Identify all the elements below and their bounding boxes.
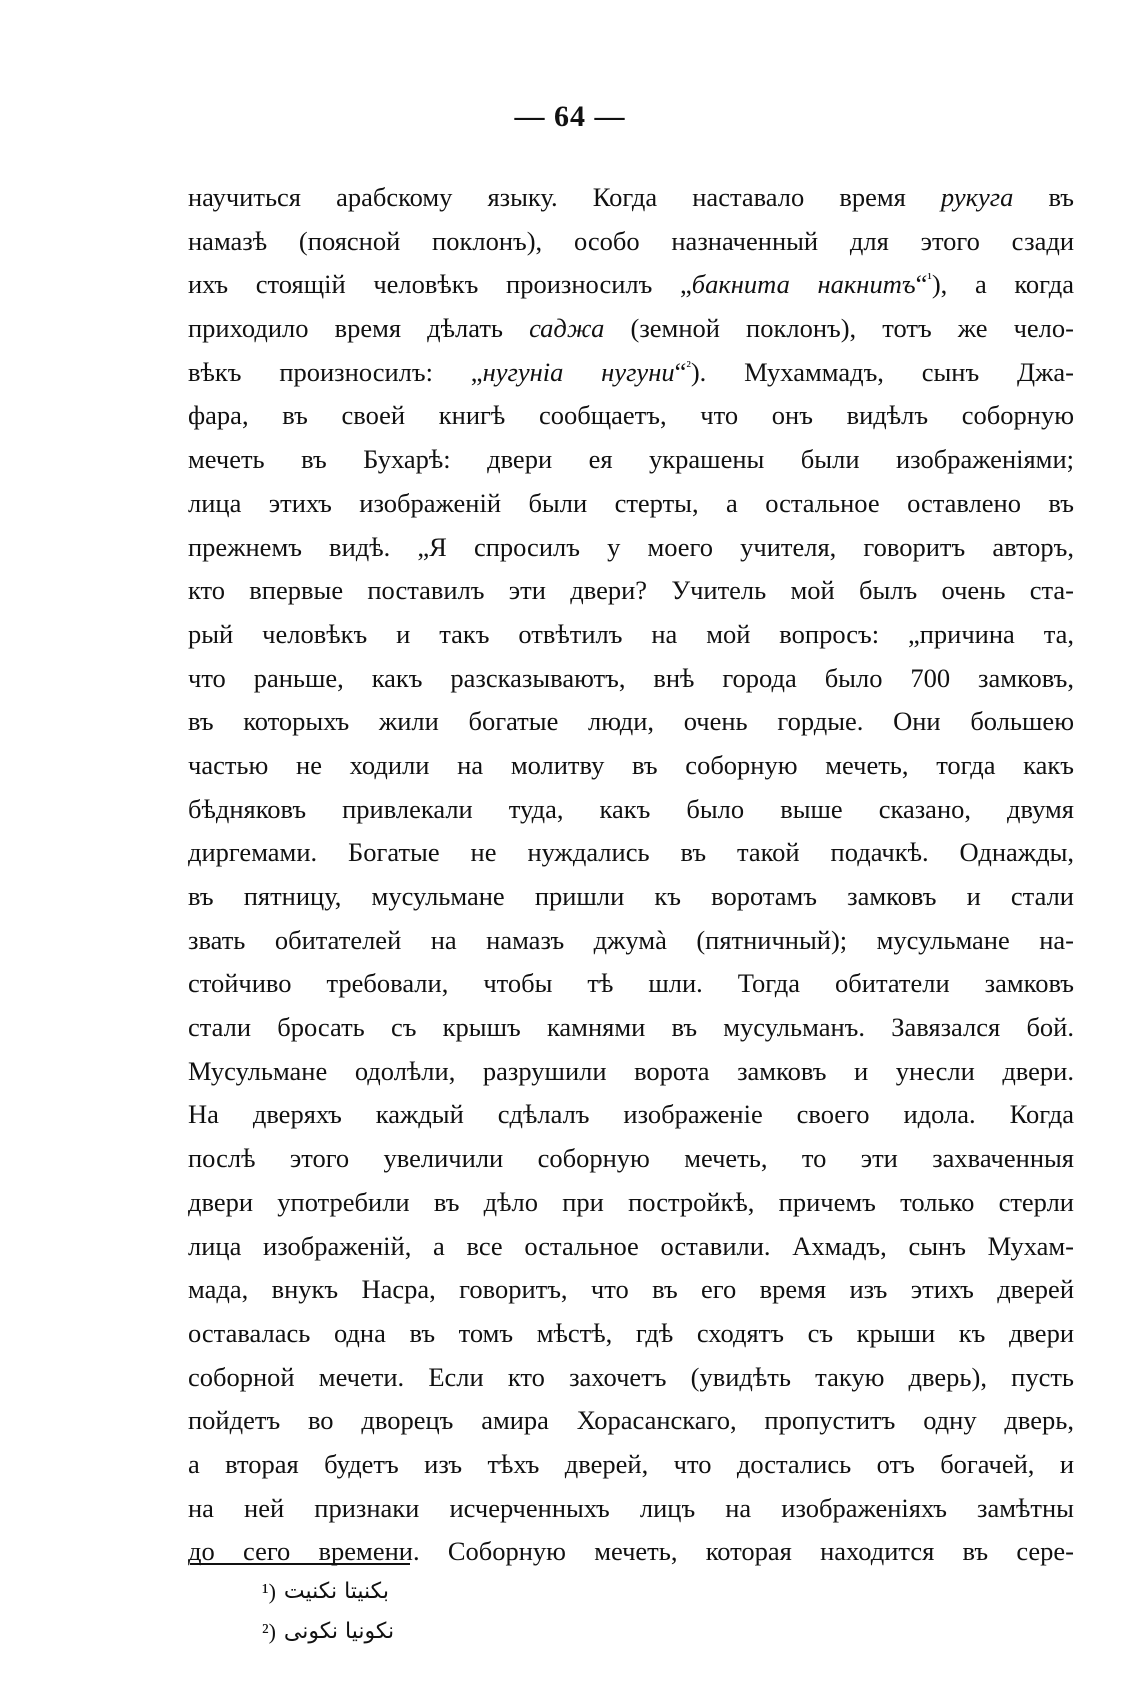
text-segment: стали бросать съ крышъ камнями въ мусульманъ. Завязался бой. [188, 1012, 1074, 1043]
text-line [188, 1443, 1074, 1487]
text-line [188, 438, 1074, 482]
text-segment: намазѣ (поясной поклонъ), особо назначенный для этого сзади [188, 225, 1074, 256]
text-segment: стойчиво требовали, чтобы тѣ шли. Тогда обитатели замковъ [188, 968, 1074, 999]
text-segment: (земной поклонъ), тотъ же чело- [604, 313, 1074, 344]
text-segment: приходило время дѣлать [188, 313, 530, 344]
text-segment: “ [915, 269, 928, 300]
text-line [188, 263, 1074, 307]
text-line [188, 307, 1074, 351]
text-line [188, 1312, 1074, 1356]
text-line [188, 1399, 1074, 1443]
text-segment: на ней признаки исчерченныхъ лицъ на изображеніяхъ замѣтны [188, 1492, 1074, 1523]
text-line [188, 613, 1074, 657]
text-line [188, 875, 1074, 919]
text-segment: ихъ стоящій человѣкъ произносилъ „ [188, 269, 692, 300]
text-line [188, 1050, 1074, 1094]
text-segment: диргемами. Богатые не нуждались въ такой подачкѣ. Однажды, [188, 837, 1074, 868]
text-segment: частью не ходили на молитву въ соборную мечеть, тогда какъ [188, 749, 1074, 780]
text-line [188, 1181, 1074, 1225]
italic-term: нугуніа нугуни [482, 356, 675, 387]
text-line [188, 700, 1074, 744]
footnote-ref[interactable]: ² [686, 358, 691, 375]
text-line [188, 351, 1074, 395]
italic-term: рукуга [940, 182, 1014, 212]
text-segment: а вторая будетъ изъ тѣхъ дверей, что достались отъ богачей, и [188, 1448, 1074, 1479]
footnote-arabic-text: بكنيتا نكنيت [283, 1579, 389, 1604]
body-text [188, 176, 1074, 1574]
text-line [188, 1356, 1074, 1400]
text-segment: мечеть въ Бухарѣ: двери ея украшены были изображеніями; [188, 444, 1074, 475]
text-line [188, 482, 1074, 526]
text-segment: оставалась одна въ томъ мѣстѣ, гдѣ сходятъ съ крыши къ двери [188, 1317, 1074, 1348]
text-line [188, 1137, 1074, 1181]
text-segment: научиться арабскому языку. Когда наставало время [188, 182, 941, 212]
text-segment: кто впервые поставилъ эти двери? Учитель мой былъ очень ста- [188, 575, 1074, 606]
text-segment: лица этихъ изображеній были стерты, а остальное оставлено въ [188, 487, 1074, 518]
text-segment: до сего времени. Соборную мечеть, которая находится въ сере- [188, 1536, 1074, 1567]
footnote-mark: ²) [262, 1619, 276, 1644]
text-segment: На дверяхъ каждый сдѣлалъ изображеніе своего идола. Когда [188, 1099, 1074, 1130]
text-line [188, 220, 1074, 264]
text-segment: прежнемъ видѣ. „Я спросилъ у моего учителя, говоритъ авторъ, [188, 531, 1074, 562]
text-segment: въ которыхъ жили богатые люди, очень гордые. Они большею [188, 706, 1074, 737]
text-segment: мада, внукъ Насра, говоритъ, что въ его время изъ этихъ дверей [188, 1274, 1074, 1305]
footnotes [262, 1572, 422, 1652]
footnote [262, 1572, 422, 1612]
text-segment: послѣ этого увеличили соборную мечеть, то эти захваченныя [188, 1143, 1074, 1174]
footnote-ref[interactable]: ¹ [927, 271, 932, 288]
text-line [188, 831, 1074, 875]
text-segment: пойдетъ во дворецъ амира Хорасанскаго, пропуститъ одну дверь, [188, 1405, 1074, 1436]
text-line [188, 394, 1074, 438]
italic-term: бакнита накнитъ [691, 269, 916, 300]
text-line [188, 919, 1074, 963]
text-line [188, 962, 1074, 1006]
text-line [188, 1225, 1074, 1269]
text-line [188, 1530, 1074, 1574]
text-segment: лица изображеній, а все остальное оставили. Ахмадъ, сынъ Мухам- [188, 1230, 1074, 1261]
italic-term: саджа [529, 313, 605, 344]
text-segment: вѣкъ произносилъ: „ [188, 356, 483, 387]
text-segment: въ [1013, 182, 1074, 212]
text-line [188, 1268, 1074, 1312]
text-segment: что раньше, какъ разсказываютъ, внѣ города было 700 замковъ, [188, 662, 1074, 693]
text-line [188, 1093, 1074, 1137]
text-segment: “ [674, 356, 687, 387]
text-line [188, 176, 1074, 220]
text-line [188, 1487, 1074, 1531]
text-segment: ). Мухаммадъ, сынъ Джа- [690, 356, 1074, 387]
text-segment: ), а когда [931, 269, 1074, 300]
text-line [188, 657, 1074, 701]
text-line [188, 569, 1074, 613]
text-segment: двери употребили въ дѣло при постройкѣ, причемъ только стерли [188, 1186, 1074, 1217]
text-line [188, 1006, 1074, 1050]
footnote-mark: ¹) [262, 1579, 276, 1604]
text-segment: звать обитателей на намазъ джумà (пятничный); мусульмане на- [188, 924, 1074, 955]
text-segment: въ пятницу, мусульмане пришли къ воротамъ замковъ и стали [188, 881, 1074, 911]
footnote [262, 1612, 422, 1652]
text-segment: фара, въ своей книгѣ сообщаетъ, что онъ видѣлъ соборную [188, 400, 1074, 431]
text-line [188, 744, 1074, 788]
page-number: — 64 — [514, 100, 626, 133]
text-segment: Мусульмане одолѣли, разрушили ворота замковъ и унесли двери. [188, 1055, 1074, 1086]
text-segment: рый человѣкъ и такъ отвѣтилъ на мой вопросъ: „причина та, [188, 618, 1074, 649]
text-segment: соборной мечети. Если кто захочетъ (увидѣть такую дверь), пусть [188, 1361, 1074, 1392]
footnote-rule [190, 1563, 410, 1565]
footnote-arabic-text: نكونيا نكونى [283, 1619, 395, 1644]
text-line [188, 788, 1074, 832]
text-segment: бѣдняковъ привлекали туда, какъ было выше сказано, двумя [188, 793, 1074, 824]
text-line [188, 526, 1074, 570]
